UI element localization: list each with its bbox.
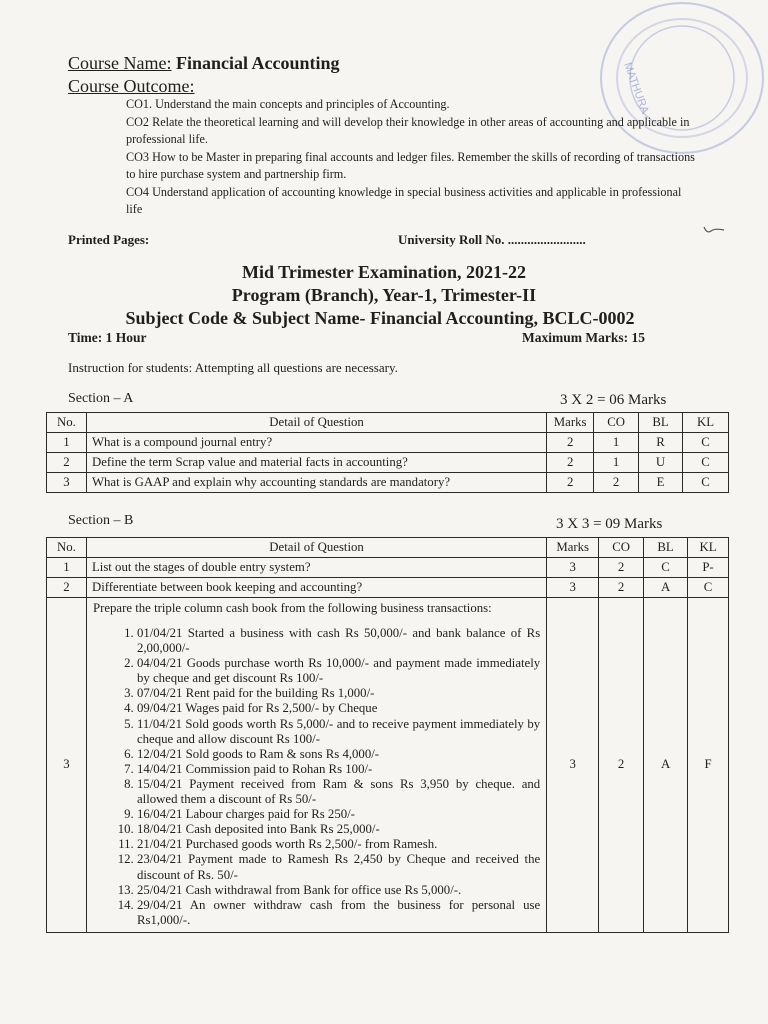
table-row <box>47 558 729 578</box>
col-header: BL <box>644 538 688 558</box>
col-header: No. <box>47 538 87 558</box>
table-row <box>47 453 729 473</box>
stamp-text: MATHURA <box>621 60 651 116</box>
col-header: BL <box>639 413 683 433</box>
printed-pages: Printed Pages: <box>68 232 150 247</box>
question-kl: C <box>683 453 729 473</box>
section-b-table <box>46 537 729 933</box>
subject-title: Subject Code & Subject Name- Financial Accounting, BCLC-0002 <box>125 308 635 328</box>
section-a-table <box>46 412 729 493</box>
list-item: 11. 21/04/21 Purchased goods worth Rs 2,500/- from Ramesh. <box>137 837 540 852</box>
list-item: 1. 01/04/21 Started a business with cash Rs 50,000/- and bank balance of Rs 2,00,000/- <box>137 626 540 656</box>
course-outcomes <box>126 96 696 219</box>
question-co: 2 <box>599 598 644 933</box>
list-item: 9. 16/04/21 Labour charges paid for Rs 250/- <box>137 807 540 822</box>
list-item: 13. 25/04/21 Cash withdrawal from Bank for office use Rs 5,000/-. <box>137 883 540 898</box>
course-name <box>68 53 340 74</box>
col-header: KL <box>683 413 729 433</box>
question-co: 1 <box>594 433 639 453</box>
question-marks: 3 <box>547 578 599 598</box>
list-item: 7. 14/04/21 Commission paid to Rohan Rs 100/- <box>137 762 540 777</box>
question-co: 2 <box>599 578 644 598</box>
question-bl: A <box>644 598 688 933</box>
pencil-mark <box>703 225 725 235</box>
table-header-row <box>47 538 729 558</box>
list-item: 4. 09/04/21 Wages paid for Rs 2,500/- by Cheque <box>137 701 540 716</box>
list-item: 3. 07/04/21 Rent paid for the building Rs 1,000/- <box>137 686 540 701</box>
col-header: Marks <box>547 538 599 558</box>
list-item: 6. 12/04/21 Sold goods to Ram & sons Rs 4,000/- <box>137 747 540 762</box>
question-no: 2 <box>47 453 87 473</box>
list-item: 5. 11/04/21 Sold goods worth Rs 5,000/- and to receive payment immediately by cheque and allow discount Rs 100/- <box>137 717 540 747</box>
exam-time: Time: 1 Hour <box>68 330 147 345</box>
table-row <box>47 473 729 493</box>
col-header: CO <box>594 413 639 433</box>
section-b-title: Section – B <box>68 513 134 528</box>
section-a-title: Section – A <box>68 391 134 406</box>
question-kl: C <box>688 578 729 598</box>
list-item: 14. 29/04/21 An owner withdraw cash from the business for personal use Rs1,000/-. <box>137 898 540 928</box>
question-marks: 3 <box>547 558 599 578</box>
table-row <box>47 433 729 453</box>
question-text: List out the stages of double entry system? <box>86 558 546 578</box>
question-text <box>86 598 546 933</box>
col-header: No. <box>47 413 87 433</box>
question-bl: R <box>639 433 683 453</box>
program-title: Program (Branch), Year-1, Trimester-II <box>231 285 537 305</box>
question-co: 2 <box>594 473 639 493</box>
question-kl: F <box>688 598 729 933</box>
question-text: Define the term Scrap value and material facts in accounting? <box>86 453 546 473</box>
question-intro: Prepare the triple column cash book from the following business transactions: <box>92 601 492 615</box>
question-no: 1 <box>47 433 87 453</box>
section-a-marks: 3 X 2 = 06 Marks <box>560 392 667 408</box>
table-header-row <box>47 413 729 433</box>
question-kl: P- <box>688 558 729 578</box>
question-kl: C <box>683 433 729 453</box>
col-header: Detail of Question <box>86 413 546 433</box>
outcome-item: CO4 Understand application of accounting knowledge in special business activities and applicable in professional life <box>126 184 682 216</box>
question-bl: E <box>639 473 683 493</box>
question-text: What is GAAP and explain why accounting standards are mandatory? <box>86 473 546 493</box>
question-co: 1 <box>594 453 639 473</box>
question-no: 3 <box>47 598 87 933</box>
list-item: 12. 23/04/21 Payment made to Ramesh Rs 2,450 by Cheque and received the discount of Rs. 50/- <box>137 852 540 882</box>
list-item: 2. 04/04/21 Goods purchase worth Rs 10,000/- and payment made immediately by cheque and get discount Rs 100/- <box>137 656 540 686</box>
question-kl: C <box>683 473 729 493</box>
question-no: 3 <box>47 473 87 493</box>
outcome-item: CO2 Relate the theoretical learning and will develop their knowledge in other areas of accounting and applicable in professional life. <box>126 114 690 146</box>
course-name-label: Course Name: <box>68 53 172 73</box>
maximum-marks: Maximum Marks: 15 <box>522 330 645 345</box>
outcome-item: CO1. Understand the main concepts and principles of Accounting. <box>126 97 450 111</box>
table-row <box>47 598 729 933</box>
question-co: 2 <box>599 558 644 578</box>
col-header: Detail of Question <box>86 538 546 558</box>
question-no: 1 <box>47 558 87 578</box>
table-row <box>47 578 729 598</box>
question-marks: 3 <box>547 598 599 933</box>
course-name-value: Financial Accounting <box>175 53 340 73</box>
col-header: Marks <box>547 413 594 433</box>
university-roll-no: University Roll No. ........................ <box>398 232 586 247</box>
instruction: Instruction for students: Attempting all questions are necessary. <box>68 360 398 375</box>
outcome-item: CO3 How to be Master in preparing final accounts and ledger files. Remember the skills of recording of transactions to hire purchase system and partnership firm. <box>126 149 695 181</box>
question-bl: A <box>644 578 688 598</box>
question-no: 2 <box>47 578 87 598</box>
col-header: CO <box>599 538 644 558</box>
course-outcome-label: Course Outcome: <box>68 76 195 96</box>
exam-title: Mid Trimester Examination, 2021-22 <box>242 262 526 282</box>
transaction-list <box>93 626 540 928</box>
question-bl: U <box>639 453 683 473</box>
list-item: 10. 18/04/21 Cash deposited into Bank Rs 25,000/- <box>137 822 540 837</box>
section-b-marks: 3 X 3 = 09 Marks <box>556 516 663 532</box>
question-marks: 2 <box>547 473 594 493</box>
question-text: Differentiate between book keeping and accounting? <box>86 578 546 598</box>
question-marks: 2 <box>547 453 594 473</box>
list-item: 8. 15/04/21 Payment received from Ram & sons Rs 3,950 by cheque. and allowed them a discount of Rs 50/- <box>137 777 540 807</box>
question-marks: 2 <box>547 433 594 453</box>
col-header: KL <box>688 538 729 558</box>
question-text: What is a compound journal entry? <box>86 433 546 453</box>
question-bl: C <box>644 558 688 578</box>
